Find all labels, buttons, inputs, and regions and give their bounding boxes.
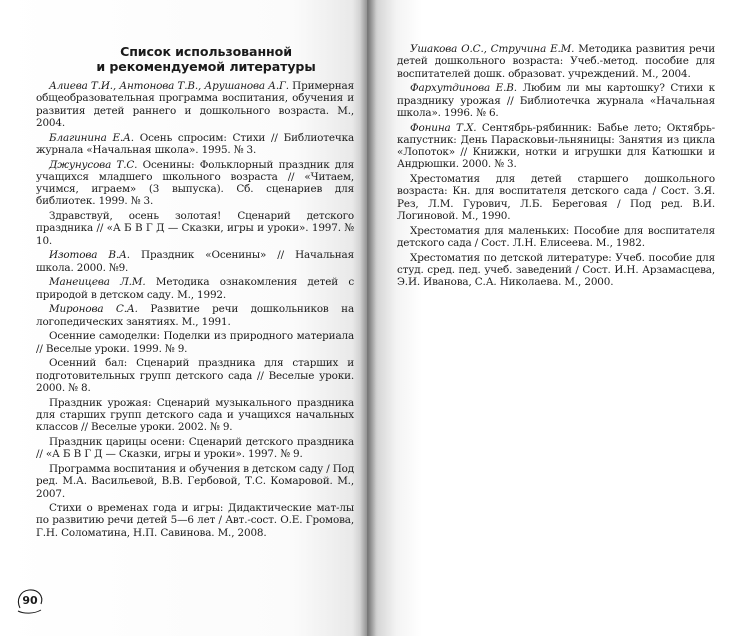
bibliography-entry	[36, 132, 354, 157]
bibliography-entry	[36, 436, 354, 461]
entry-author: Манеицева Л.М.	[49, 276, 146, 289]
left-entries	[36, 80, 354, 541]
bibliography-entry	[36, 276, 354, 301]
entry-text: Хрестоматия по детской литературе: Учеб. пособие для студ. сред. пед. учеб. заведений / Сост. И.Н. Арзамасцева, Э.И. Иванова, С.А. Николаева. М., 2000.	[397, 251, 715, 289]
bibliography-entry	[397, 252, 715, 289]
entry-text: Осень спросим: Стихи // Библиотечка журнала «Начальная школа». 1995. № 3.	[36, 131, 354, 156]
bibliography-entry	[36, 159, 354, 208]
bibliography-heading	[60, 44, 352, 74]
entry-author: Алиева Т.И., Антонова Т.В., Арушанова А.Г.	[49, 80, 289, 92]
entry-text: Хрестоматия для маленьких: Пособие для воспитателя детского сада / Сост. Л.Н. Елисеева. М., 1982.	[397, 224, 715, 250]
entry-text: Осенины: Фольклорный праздник для учащихся младшего школьного возраста // «Читаем, учимся, играем» (3 выпуска). Сб. сценариев для библиотек. 1999. № 3.	[36, 158, 354, 208]
bibliography-entry	[36, 249, 354, 274]
bibliography-entry	[36, 80, 354, 129]
entry-author: Миронова С.А.	[49, 303, 138, 316]
right-entries	[397, 43, 715, 291]
entry-text: Любим ли мы картошку? Стихи к празднику урожая // Библиотечка журнала «Начальная школа». 1996. № 6.	[397, 82, 715, 119]
bibliography-entry	[36, 330, 354, 355]
bibliography-entry	[36, 463, 354, 500]
entry-author: Фонина Т.Х.	[410, 121, 477, 134]
bibliography-entry	[36, 303, 354, 328]
bibliography-entry	[397, 225, 715, 250]
page-number-text: 90	[22, 594, 38, 607]
entry-text: Программа воспитания и обучения в детском саду / Под ред. М.А. Васильевой, В.В. Гербовой, Т.С. Комаровой. М., 2007.	[36, 462, 354, 500]
entry-text: Осенний бал: Сценарий праздника для старших и подготовительных групп детского сада // Веселые уроки. 2000. № 8.	[36, 357, 354, 394]
entry-text: Праздник «Осенины» // Начальная школа. 2000. №9.	[36, 249, 355, 274]
entry-text: Методика развития речи детей дошкольного возраста: Учеб.-метод. пособие для воспитателей дошк. образоват. учреждений. М., 2004.	[397, 43, 715, 80]
entry-author: Фархутдинова Е.В.	[410, 82, 517, 95]
entry-text: Методика ознакомления детей с природой в детском саду. М., 1992.	[36, 276, 354, 301]
entry-text: Сентябрь-рябинник: Бабье лето; Октябрь-капустник: День Парасковьи-льняницы: Занятия из цикла «Лопоток» // Книжки, нотки и игрушки для Катюшки и Андрюшки. 2000. № 3.	[397, 121, 715, 171]
left-page	[0, 0, 367, 636]
entry-text: Праздник урожая: Сценарий музыкального праздника для старших групп детского сада и учащихся начальных классов // Веселые уроки. 2002. № 9.	[36, 396, 354, 434]
entry-author: Ушакова О.С., Стручина Е.М.	[410, 43, 575, 55]
bibliography-entry	[397, 173, 715, 222]
right-page	[367, 0, 735, 636]
entry-text: Здравствуй, осень золотая! Сценарий детского праздника // «А Б В Г Д — Сказки, игры и уроки». 1997. № 10.	[36, 210, 354, 247]
entry-text: Развитие речи дошкольников на логопедических занятиях. М., 1991.	[36, 303, 355, 328]
entry-text: Осенние самоделки: Поделки из природного материала // Веселые уроки. 1999. № 9.	[36, 330, 354, 355]
entry-text: Стихи о временах года и игры: Дидактические мат-лы по развитию речи детей 5—6 лет / Авт.-сост. О.Е. Громова, Г.Н. Соломатина, Н.П. Савинова. М., 2008.	[36, 502, 354, 539]
bibliography-entry	[397, 122, 715, 171]
bibliography-entry	[36, 210, 354, 247]
heading-line-1: Список использованной	[120, 44, 292, 59]
entry-author: Джунусова Т.С.	[49, 158, 138, 171]
bibliography-entry	[397, 82, 715, 119]
entry-text: Праздник царицы осени: Сценарий детского праздника // «А Б В Г Д — Сказки, игры и уроки». 1997. № 9.	[36, 435, 354, 461]
bibliography-entry	[36, 502, 354, 539]
book-gutter	[360, 0, 376, 636]
entry-author: Изотова В.А.	[49, 249, 130, 262]
page-number	[17, 590, 43, 612]
entry-author: Благинина Е.А.	[49, 131, 134, 144]
bibliography-entry	[397, 43, 715, 80]
heading-line-2: и рекомендуемой литературы	[96, 59, 316, 74]
entry-text: Хрестоматия для детей старшего дошкольного возраста: Кн. для воспитателя детского сада / Сост. З.Я. Рез, Л.М. Гурович, Л.Б. Береговая / Под ред. В.И. Логиновой. М., 1990.	[397, 173, 715, 223]
entry-text: Примерная общеобразовательная программа воспитания, обучения и развития детей раннего и дошкольного возраста. М., 2004.	[36, 80, 355, 129]
bibliography-entry	[36, 357, 354, 394]
bibliography-entry	[36, 397, 354, 434]
